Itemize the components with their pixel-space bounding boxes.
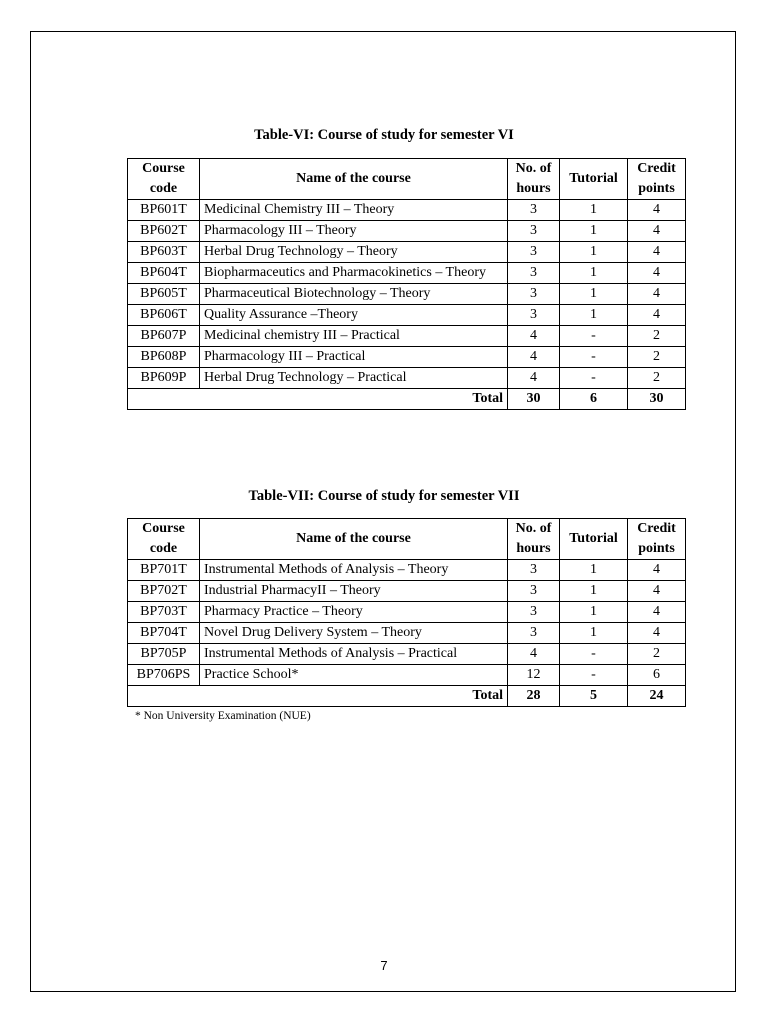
tutorial-cell: - xyxy=(560,347,628,368)
credit-cell: 4 xyxy=(628,602,686,623)
tutorial-cell: 1 xyxy=(560,581,628,602)
hours-cell: 4 xyxy=(508,347,560,368)
hours-cell: 3 xyxy=(508,560,560,581)
table6 xyxy=(127,158,686,410)
hours-cell: 3 xyxy=(508,623,560,644)
total-credit-cell: 30 xyxy=(628,389,686,410)
header-course-code: Course code xyxy=(128,159,200,200)
hours-cell: 3 xyxy=(508,263,560,284)
total-label: Total xyxy=(128,389,508,410)
header-tutorial: Tutorial xyxy=(560,159,628,200)
hours-cell: 3 xyxy=(508,221,560,242)
hours-cell: 3 xyxy=(508,200,560,221)
table-row xyxy=(128,602,686,623)
course-code-cell: BP606T xyxy=(128,305,200,326)
table-row xyxy=(128,368,686,389)
table-row xyxy=(128,644,686,665)
table-row xyxy=(128,284,686,305)
credit-cell: 6 xyxy=(628,665,686,686)
header-course-code: Course code xyxy=(128,519,200,560)
course-code-cell: BP704T xyxy=(128,623,200,644)
credit-cell: 4 xyxy=(628,284,686,305)
header-course-name: Name of the course xyxy=(200,519,508,560)
tutorial-cell: 1 xyxy=(560,305,628,326)
hours-cell: 4 xyxy=(508,644,560,665)
table-row xyxy=(128,305,686,326)
credit-cell: 4 xyxy=(628,200,686,221)
tutorial-cell: 1 xyxy=(560,242,628,263)
tutorial-cell: - xyxy=(560,665,628,686)
total-tutorial-cell: 6 xyxy=(560,389,628,410)
hours-cell: 4 xyxy=(508,368,560,389)
course-code-cell: BP706PS xyxy=(128,665,200,686)
course-name-cell: Instrumental Methods of Analysis – Practical xyxy=(200,644,508,665)
hours-cell: 3 xyxy=(508,602,560,623)
table6-caption: Table-VI: Course of study for semester VI xyxy=(254,127,514,143)
tutorial-cell: - xyxy=(560,368,628,389)
hours-cell: 3 xyxy=(508,242,560,263)
course-code-cell: BP605T xyxy=(128,284,200,305)
table-row xyxy=(128,200,686,221)
credit-cell: 4 xyxy=(628,623,686,644)
table-row xyxy=(128,326,686,347)
header-course-name: Name of the course xyxy=(200,159,508,200)
table7 xyxy=(127,518,686,707)
table-row xyxy=(128,347,686,368)
course-name-cell: Pharmaceutical Biotechnology – Theory xyxy=(200,284,508,305)
tutorial-cell: 1 xyxy=(560,221,628,242)
total-row xyxy=(128,389,686,410)
tutorial-cell: - xyxy=(560,644,628,665)
tutorial-cell: 1 xyxy=(560,623,628,644)
course-code-cell: BP705P xyxy=(128,644,200,665)
table-row xyxy=(128,263,686,284)
course-code-cell: BP702T xyxy=(128,581,200,602)
hours-cell: 12 xyxy=(508,665,560,686)
header-credit: Credit points xyxy=(628,159,686,200)
page-number: 7 xyxy=(380,958,388,973)
course-name-cell: Instrumental Methods of Analysis – Theory xyxy=(200,560,508,581)
credit-cell: 2 xyxy=(628,644,686,665)
course-code-cell: BP703T xyxy=(128,602,200,623)
total-hours-cell: 28 xyxy=(508,686,560,707)
course-code-cell: BP609P xyxy=(128,368,200,389)
course-code-cell: BP604T xyxy=(128,263,200,284)
credit-cell: 2 xyxy=(628,347,686,368)
table7-caption: Table-VII: Course of study for semester VII xyxy=(248,488,520,504)
tutorial-cell: 1 xyxy=(560,284,628,305)
header-hours: No. of hours xyxy=(508,519,560,560)
total-tutorial-cell: 5 xyxy=(560,686,628,707)
course-name-cell: Practice School* xyxy=(200,665,508,686)
course-code-cell: BP701T xyxy=(128,560,200,581)
total-hours-cell: 30 xyxy=(508,389,560,410)
course-code-cell: BP602T xyxy=(128,221,200,242)
course-code-cell: BP607P xyxy=(128,326,200,347)
hours-cell: 3 xyxy=(508,581,560,602)
course-code-cell: BP603T xyxy=(128,242,200,263)
course-name-cell: Herbal Drug Technology – Practical xyxy=(200,368,508,389)
course-name-cell: Industrial PharmacyII – Theory xyxy=(200,581,508,602)
tutorial-cell: 1 xyxy=(560,263,628,284)
table-row xyxy=(128,581,686,602)
tutorial-cell: 1 xyxy=(560,200,628,221)
course-name-cell: Medicinal chemistry III – Practical xyxy=(200,326,508,347)
course-name-cell: Pharmacology III – Practical xyxy=(200,347,508,368)
hours-cell: 3 xyxy=(508,305,560,326)
total-credit-cell: 24 xyxy=(628,686,686,707)
credit-cell: 2 xyxy=(628,326,686,347)
course-code-cell: BP601T xyxy=(128,200,200,221)
course-name-cell: Herbal Drug Technology – Theory xyxy=(200,242,508,263)
tutorial-cell: - xyxy=(560,326,628,347)
course-code-cell: BP608P xyxy=(128,347,200,368)
course-name-cell: Biopharmaceutics and Pharmacokinetics – Theory xyxy=(200,263,508,284)
credit-cell: 4 xyxy=(628,263,686,284)
credit-cell: 4 xyxy=(628,242,686,263)
hours-cell: 3 xyxy=(508,284,560,305)
table7-header-row xyxy=(128,519,686,560)
header-tutorial: Tutorial xyxy=(560,519,628,560)
table-row xyxy=(128,665,686,686)
tutorial-cell: 1 xyxy=(560,602,628,623)
table-row xyxy=(128,242,686,263)
header-hours: No. of hours xyxy=(508,159,560,200)
course-name-cell: Novel Drug Delivery System – Theory xyxy=(200,623,508,644)
credit-cell: 4 xyxy=(628,305,686,326)
table6-header-row xyxy=(128,159,686,200)
table-row xyxy=(128,623,686,644)
credit-cell: 4 xyxy=(628,221,686,242)
table-row xyxy=(128,221,686,242)
tutorial-cell: 1 xyxy=(560,560,628,581)
hours-cell: 4 xyxy=(508,326,560,347)
credit-cell: 2 xyxy=(628,368,686,389)
credit-cell: 4 xyxy=(628,581,686,602)
course-name-cell: Medicinal Chemistry III – Theory xyxy=(200,200,508,221)
course-name-cell: Pharmacy Practice – Theory xyxy=(200,602,508,623)
course-name-cell: Quality Assurance –Theory xyxy=(200,305,508,326)
credit-cell: 4 xyxy=(628,560,686,581)
table-row xyxy=(128,560,686,581)
course-name-cell: Pharmacology III – Theory xyxy=(200,221,508,242)
total-label: Total xyxy=(128,686,508,707)
footnote: * Non University Examination (NUE) xyxy=(135,710,311,722)
header-credit: Credit points xyxy=(628,519,686,560)
total-row xyxy=(128,686,686,707)
